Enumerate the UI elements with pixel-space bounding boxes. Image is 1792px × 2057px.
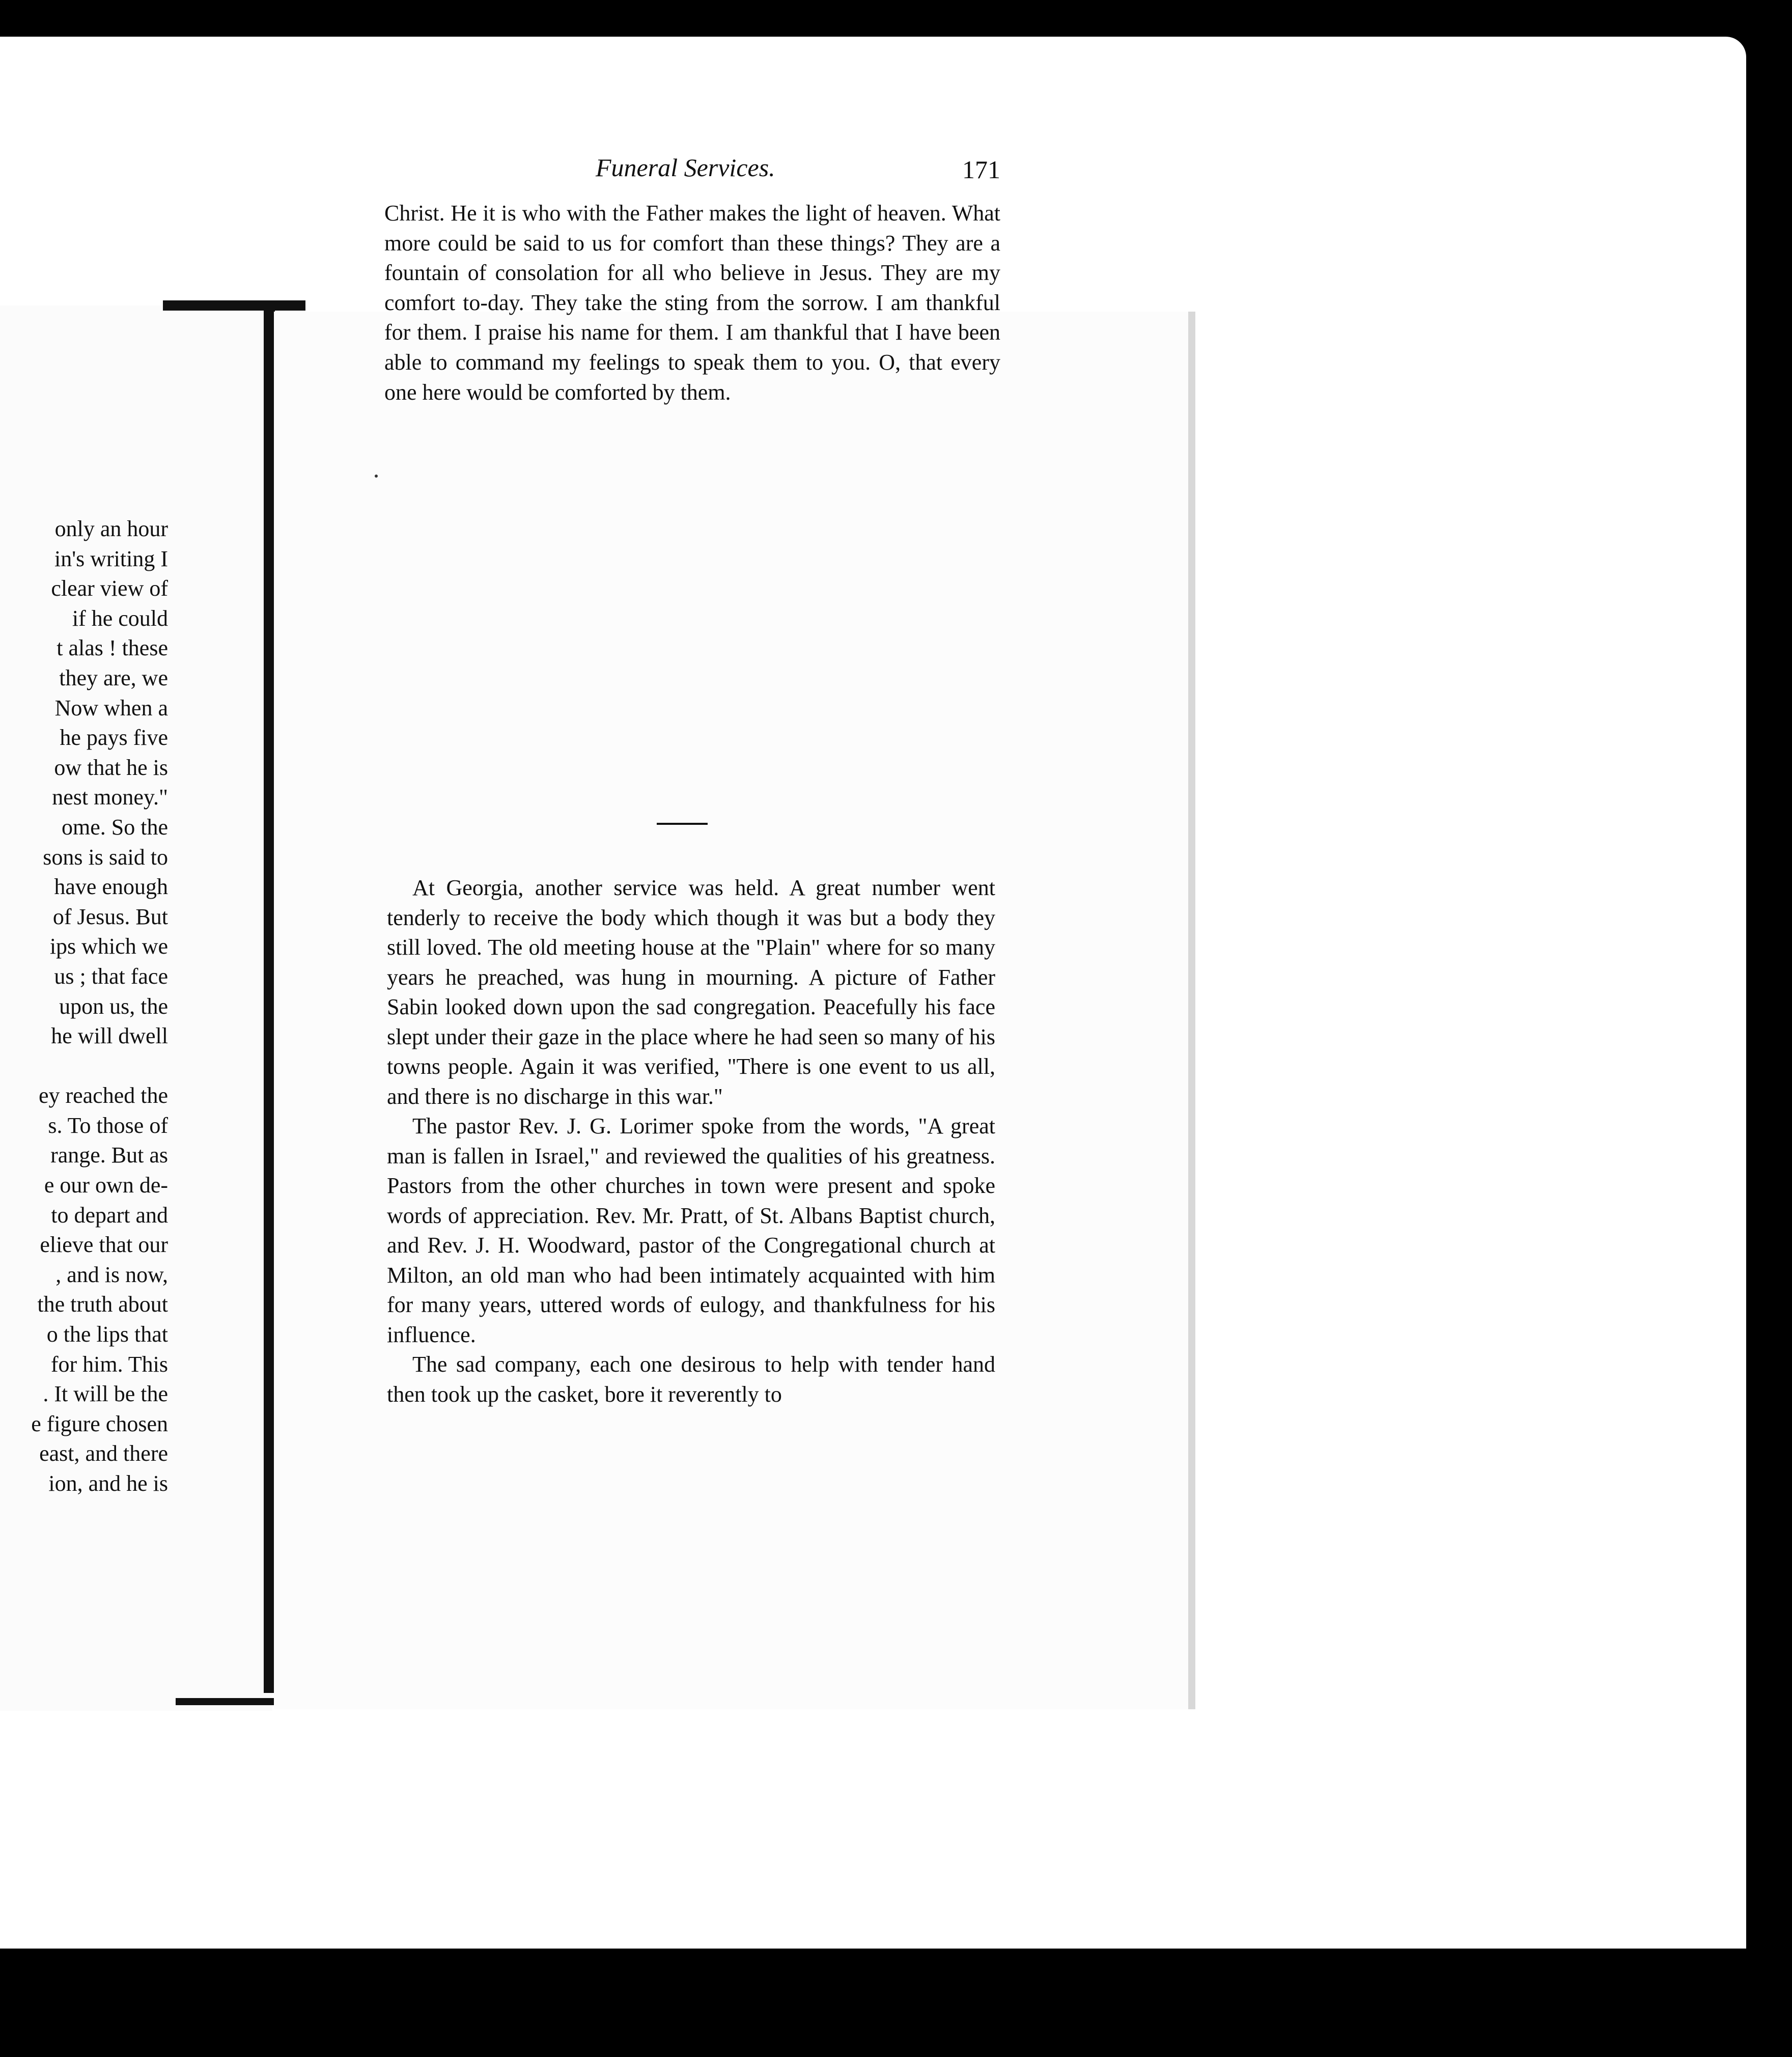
- left-page-line: t alas ! these: [57, 635, 168, 661]
- left-page-line: o the lips that: [46, 1322, 168, 1347]
- book-spine: [264, 305, 275, 1693]
- left-page-line: us ; that face: [54, 963, 168, 989]
- page-header: [377, 153, 1000, 188]
- left-page-line: nest money.": [52, 785, 168, 810]
- left-page-line: ow that he is: [54, 755, 168, 780]
- left-page-line: Now when a: [54, 695, 168, 720]
- left-page-line: he will dwell: [51, 1023, 168, 1049]
- left-page-line: upon us, the: [59, 993, 168, 1019]
- paragraph-lorimer: The pastor Rev. J. G. Lorimer spoke from the words, "A great man is fallen in Israel," and reviewed the qualities of his greatness. Pastors from the other churches in town were present and spoke words of appreciation. Rev. Mr. Pratt, of St. Albans Baptist church, and Rev. J. H. Woodward, pastor of the Congregational church at Milton, an old man who had been intimately acquainted with him for many years, uttered words of eulogy, and thankfulness for his influence.: [387, 1114, 995, 1347]
- left-page-line: the truth about: [37, 1292, 168, 1317]
- left-page-line: , and is now,: [55, 1262, 168, 1287]
- page-number: 171: [962, 155, 1000, 184]
- left-page-line: ome. So the: [62, 814, 168, 840]
- left-page-line: if he could: [72, 605, 168, 631]
- left-page-text-fragments: [0, 514, 168, 1499]
- facing-page-left: [0, 305, 272, 1711]
- left-page-line: to depart and: [51, 1202, 168, 1228]
- left-page-line: of Jesus. But: [52, 904, 168, 929]
- binding-edge-top: [163, 300, 305, 311]
- left-page-line: have enough: [54, 874, 168, 900]
- left-page-line: ion, and he is: [48, 1471, 168, 1496]
- body-text-georgia-service: [387, 873, 995, 1409]
- paragraph-christ: Christ. He it is who with the Father makes the light of heaven. What more could be said to us for comfort than these things? They are a fountain of consolation for all who believe in Jesus. They are my comfort to-day. They take the sting from the sorrow. I am thankful for them. I praise his name for them. I am thankful that I have been able to command my feelings to speak them to you. O, that every one here would be comforted by them.: [384, 201, 1000, 405]
- left-page-line: e figure chosen: [31, 1411, 168, 1436]
- paragraph-casket: The sad company, each one desirous to help with tender hand then took up the casket, bore it reverently to: [387, 1352, 995, 1407]
- left-page-line: east, and there: [39, 1441, 168, 1466]
- left-page-line: only an hour: [54, 516, 168, 541]
- left-page-line: s. To those of: [48, 1113, 168, 1138]
- margin-speck: [375, 475, 378, 478]
- left-page-line: they are, we: [59, 665, 168, 690]
- left-page-line: [0, 1051, 168, 1081]
- section-divider-rule: [657, 823, 708, 825]
- left-page-line: ips which we: [49, 934, 168, 959]
- left-page-line: ey reached the: [38, 1083, 168, 1108]
- running-head: Funeral Services.: [596, 153, 775, 182]
- left-page-line: . It will be the: [43, 1381, 168, 1407]
- left-page-line: sons is said to: [43, 844, 168, 870]
- left-page-line: e our own de-: [44, 1173, 168, 1198]
- left-page-line: elieve that our: [40, 1232, 168, 1258]
- left-page-line: range. But as: [50, 1143, 168, 1168]
- left-page-line: he pays five: [60, 725, 168, 750]
- left-page-line: clear view of: [51, 576, 168, 601]
- left-page-line: for him. This: [50, 1351, 168, 1377]
- paragraph-georgia: At Georgia, another service was held. A great number went tenderly to receive the body which though it was but a body they still loved. The old meeting house at the "Plain" where for so many years he preached, was hung in mourning. A picture of Father Sabin looked down upon the sad congregation. Peacefully his face slept under their gaze in the place where he had seen so many of his towns people. Again it was verified, "There is one event to us all, and there is no discharge in this war.": [387, 875, 995, 1109]
- body-text-top: [384, 199, 1000, 407]
- left-page-line: in's writing I: [54, 546, 168, 571]
